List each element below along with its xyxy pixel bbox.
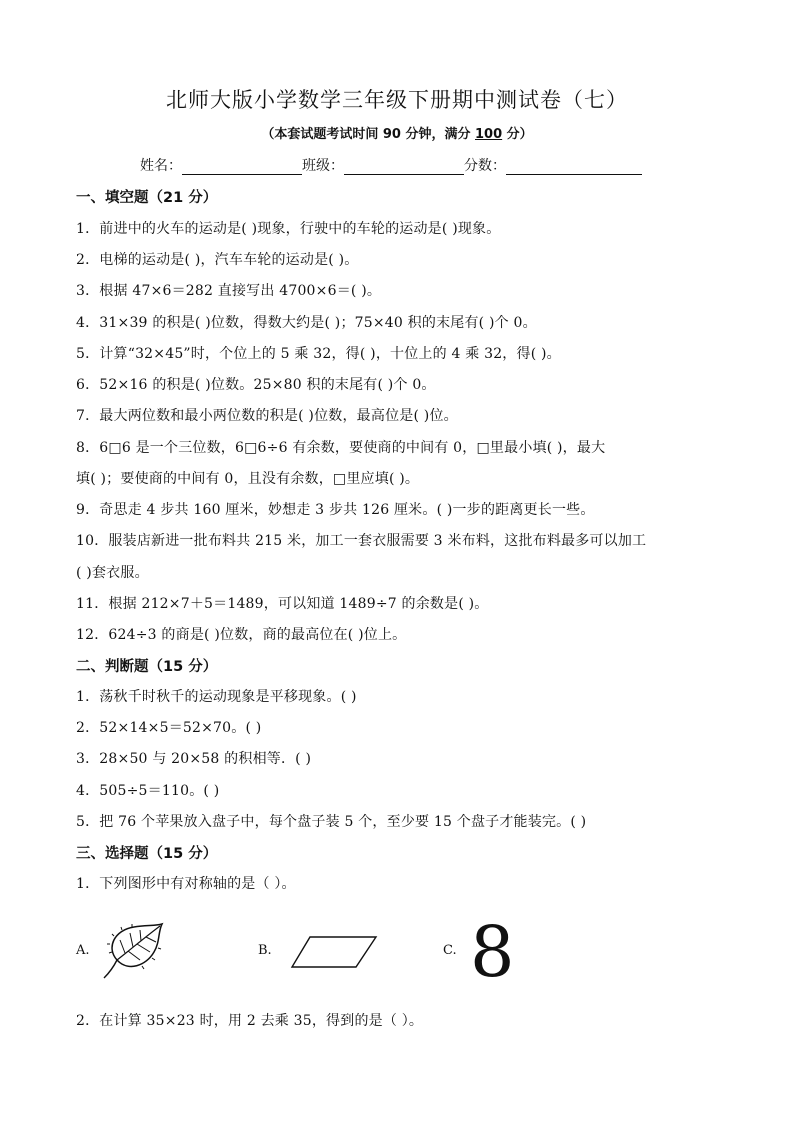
fill-question-1: 1．前进中的火车的运动是( )现象，行驶中的车轮的运动是( )现象。	[76, 221, 501, 237]
fill-question-10-cont: ( )套衣服。	[76, 565, 149, 581]
fill-question-8: 8．6□6 是一个三位数，6□6÷6 有余数，要使商的中间有 0，□里最小填( )，最大	[76, 440, 606, 456]
option-b-label: B.	[258, 943, 272, 958]
choice-question-2: 2．在计算 35×23 时，用 2 去乘 35，得到的是（ ）。	[76, 1013, 424, 1029]
section-fill-blank-heading: 一、填空题（21 分）	[76, 190, 218, 206]
choice-question-1: 1．下列图形中有对称轴的是（ ）。	[76, 876, 296, 892]
class-label: 班级：	[302, 158, 344, 174]
fill-question-2: 2．电梯的运动是( )，汽车车轮的运动是( )。	[76, 252, 359, 268]
judge-question-5: 5．把 76 个苹果放入盘子中，每个盘子装 5 个，至少要 15 个盘子才能装完。( )	[76, 814, 587, 830]
name-field[interactable]	[182, 158, 302, 175]
fill-question-9: 9．奇思走 4 步共 160 厘米，妙想走 3 步共 126 厘米。( )一步的距离更长一些。	[76, 502, 595, 518]
page-title: 北师大版小学数学三年级下册期中测试卷（七）	[166, 88, 628, 112]
fill-question-4: 4．31×39 的积是( )位数，得数大约是( )；75×40 积的末尾有( )个 0。	[76, 315, 537, 331]
student-info-row	[140, 155, 642, 175]
fill-question-3: 3．根据 47×6＝282 直接写出 4700×6＝( )。	[76, 283, 382, 299]
option-c-figure-eight: 8	[470, 911, 515, 993]
fill-question-6: 6．52×16 的积是( )位数。25×80 积的末尾有( )个 0。	[76, 377, 436, 393]
judge-question-4: 4．505÷5＝110。( )	[76, 783, 220, 799]
full-score: 100	[475, 127, 503, 142]
section-judge-heading: 二、判断题（15 分）	[76, 659, 218, 675]
name-label: 姓名：	[140, 158, 182, 174]
fill-question-8-cont: 填( )；要使商的中间有 0，且没有余数，□里应填( )。	[76, 471, 420, 487]
section-choice-heading: 三、选择题（15 分）	[76, 846, 218, 862]
score-label: 分数：	[464, 158, 506, 174]
class-field[interactable]	[344, 158, 464, 175]
fill-question-7: 7．最大两位数和最小两位数的积是( )位数，最高位是( )位。	[76, 408, 458, 424]
subtitle-after: 分）	[502, 127, 533, 142]
subtitle-before: （本套试题考试时间 90 分钟，满分	[261, 127, 475, 142]
exam-subtitle	[0, 123, 794, 142]
parallelogram-icon	[290, 935, 378, 969]
judge-question-2: 2．52×14×5＝52×70。( )	[76, 720, 262, 736]
leaf-icon	[100, 922, 166, 982]
judge-question-1: 1．荡秋千时秋千的运动现象是平移现象。( )	[76, 689, 357, 705]
fill-question-11: 11．根据 212×7＋5＝1489，可以知道 1489÷7 的余数是( )。	[76, 596, 489, 612]
fill-question-12: 12．624÷3 的商是( )位数，商的最高位在( )位上。	[76, 627, 407, 643]
score-field[interactable]	[506, 158, 642, 175]
fill-question-10: 10．服装店新进一批布料共 215 米，加工一套衣服需要 3 米布料，这批布料最多可以加工	[76, 533, 647, 549]
option-c-label: C.	[443, 943, 457, 958]
option-a-label: A.	[76, 943, 90, 958]
fill-question-5: 5．计算“32×45”时，个位上的 5 乘 32，得( )，十位上的 4 乘 32，得( )。	[76, 346, 561, 362]
judge-question-3: 3．28×50 与 20×58 的积相等．( )	[76, 751, 312, 767]
